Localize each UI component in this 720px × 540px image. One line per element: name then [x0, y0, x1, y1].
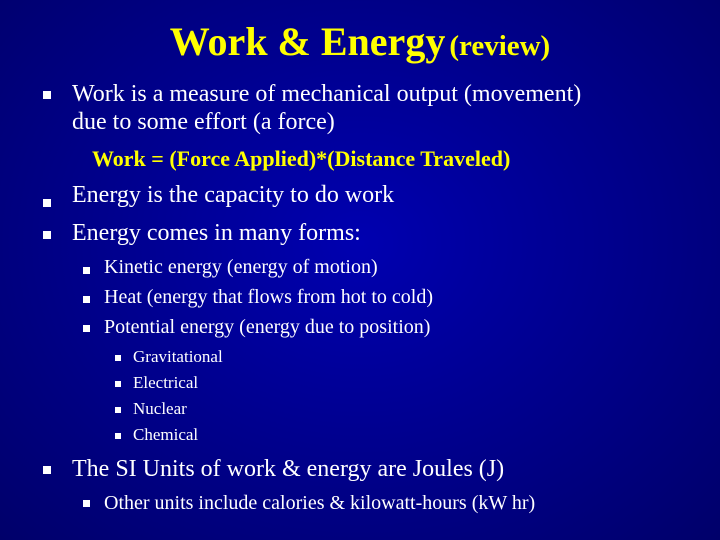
bullet-work-line2: due to some effort (a force)	[72, 109, 335, 135]
bullet-work-line1: Work is a measure of mechanical output (movement)	[72, 81, 582, 107]
bullet-icon	[83, 325, 90, 332]
title-suffix: (review)	[449, 30, 551, 62]
bullet-icon	[43, 231, 51, 239]
bullet-icon	[115, 355, 121, 361]
bullet-heat: Heat (energy that flows from hot to cold)	[104, 286, 433, 308]
bullet-electrical: Electrical	[133, 373, 199, 392]
bullet-icon	[115, 381, 121, 387]
bullet-icon	[43, 466, 51, 474]
bullet-icon	[43, 199, 51, 207]
work-formula: Work = (Force Applied)*(Distance Traveled)	[92, 146, 511, 171]
bullet-icon	[83, 500, 90, 507]
bullet-icon	[43, 91, 51, 99]
bullet-energy-forms: Energy comes in many forms:	[72, 220, 361, 246]
bullet-other-units: Other units include calories & kilowatt-hours (kW hr)	[104, 492, 536, 514]
bullet-nuclear: Nuclear	[133, 399, 187, 418]
bullet-gravitational: Gravitational	[133, 347, 223, 366]
title-main: Work & Energy	[169, 19, 446, 64]
bullet-icon	[83, 267, 90, 274]
bullet-chemical: Chemical	[133, 425, 199, 444]
bullet-icon	[115, 433, 121, 439]
bullet-kinetic: Kinetic energy (energy of motion)	[104, 256, 378, 278]
slide-title	[0, 18, 720, 65]
bullet-icon	[115, 407, 121, 413]
bullet-potential: Potential energy (energy due to position)	[104, 316, 431, 338]
bullet-icon	[83, 296, 90, 303]
bullet-si-units: The SI Units of work & energy are Joules (J)	[72, 456, 505, 482]
bullet-energy-capacity: Energy is the capacity to do work	[72, 182, 395, 208]
